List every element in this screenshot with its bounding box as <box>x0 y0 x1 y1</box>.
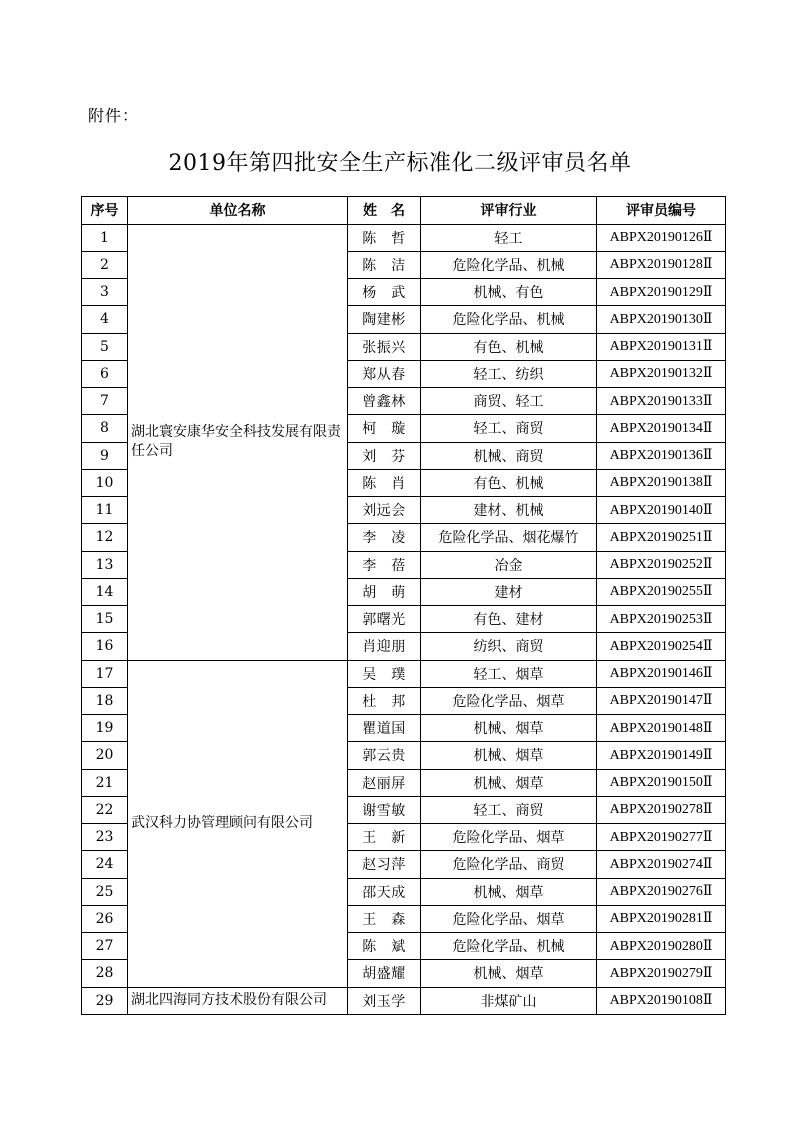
cell-name: 王 新 <box>348 824 421 851</box>
table-row <box>82 224 726 251</box>
cell-index: 16 <box>82 633 128 660</box>
cell-name: 邵天成 <box>348 878 421 905</box>
cell-index: 7 <box>82 388 128 415</box>
cell-code: ABPX20190255Ⅱ <box>597 578 726 605</box>
cell-index: 21 <box>82 769 128 796</box>
cell-code: ABPX20190254Ⅱ <box>597 633 726 660</box>
cell-industry: 冶金 <box>421 551 597 578</box>
cell-name: 郑从春 <box>348 360 421 387</box>
cell-name: 杜 邦 <box>348 687 421 714</box>
cell-name: 赵习萍 <box>348 851 421 878</box>
cell-index: 5 <box>82 333 128 360</box>
cell-index: 24 <box>82 851 128 878</box>
cell-index: 27 <box>82 933 128 960</box>
cell-industry: 危险化学品、机械 <box>421 933 597 960</box>
cell-industry: 有色、机械 <box>421 333 597 360</box>
cell-industry: 轻工、商贸 <box>421 796 597 823</box>
cell-code: ABPX20190130Ⅱ <box>597 306 726 333</box>
cell-name: 陶建彬 <box>348 306 421 333</box>
cell-index: 19 <box>82 715 128 742</box>
cell-industry: 纺织、商贸 <box>421 633 597 660</box>
cell-industry: 机械、烟草 <box>421 715 597 742</box>
cell-name: 胡 萌 <box>348 578 421 605</box>
cell-code: ABPX20190132Ⅱ <box>597 360 726 387</box>
cell-code: ABPX20190281Ⅱ <box>597 905 726 932</box>
cell-name: 瞿道国 <box>348 715 421 742</box>
cell-name: 张振兴 <box>348 333 421 360</box>
table-body <box>82 224 726 1014</box>
page-title: 2019年第四批安全生产标准化二级评审员名单 <box>168 151 632 176</box>
cell-name: 杨 武 <box>348 279 421 306</box>
cell-code: ABPX20190278Ⅱ <box>597 796 726 823</box>
cell-code: ABPX20190126Ⅱ <box>597 224 726 251</box>
cell-code: ABPX20190138Ⅱ <box>597 469 726 496</box>
cell-industry: 商贸、轻工 <box>421 388 597 415</box>
cell-industry: 建材、机械 <box>421 497 597 524</box>
cell-unit: 湖北寰安康华安全科技发展有限责任公司 <box>128 224 348 660</box>
cell-code: ABPX20190147Ⅱ <box>597 687 726 714</box>
cell-name: 李 凌 <box>348 524 421 551</box>
cell-code: ABPX20190146Ⅱ <box>597 660 726 687</box>
cell-industry: 轻工、烟草 <box>421 660 597 687</box>
cell-industry: 轻工、纺织 <box>421 360 597 387</box>
cell-industry: 机械、烟草 <box>421 960 597 987</box>
cell-industry: 危险化学品、机械 <box>421 306 597 333</box>
cell-industry: 机械、有色 <box>421 279 597 306</box>
cell-industry: 有色、建材 <box>421 606 597 633</box>
attachment-label: 附件： <box>88 106 140 125</box>
cell-index: 26 <box>82 905 128 932</box>
cell-industry: 有色、机械 <box>421 469 597 496</box>
table-header-row <box>82 197 726 225</box>
cell-index: 14 <box>82 578 128 605</box>
cell-index: 13 <box>82 551 128 578</box>
cell-industry: 机械、烟草 <box>421 878 597 905</box>
cell-index: 12 <box>82 524 128 551</box>
cell-code: ABPX20190149Ⅱ <box>597 742 726 769</box>
cell-name: 刘 芬 <box>348 442 421 469</box>
cell-code: ABPX20190134Ⅱ <box>597 415 726 442</box>
cell-name: 曾鑫林 <box>348 388 421 415</box>
cell-index: 22 <box>82 796 128 823</box>
cell-code: ABPX20190108Ⅱ <box>597 987 726 1014</box>
cell-industry: 危险化学品、烟草 <box>421 687 597 714</box>
cell-index: 2 <box>82 251 128 278</box>
cell-code: ABPX20190133Ⅱ <box>597 388 726 415</box>
cell-industry: 危险化学品、机械 <box>421 251 597 278</box>
cell-industry: 危险化学品、烟草 <box>421 905 597 932</box>
cell-industry: 危险化学品、烟花爆竹 <box>421 524 597 551</box>
cell-code: ABPX20190252Ⅱ <box>597 551 726 578</box>
cell-unit: 湖北四海同方技术股份有限公司 <box>128 987 348 1014</box>
header-unit: 单位名称 <box>128 197 348 225</box>
cell-index: 29 <box>82 987 128 1014</box>
cell-name: 肖迎朋 <box>348 633 421 660</box>
cell-name: 胡盛耀 <box>348 960 421 987</box>
cell-industry: 危险化学品、商贸 <box>421 851 597 878</box>
cell-industry: 非煤矿山 <box>421 987 597 1014</box>
cell-name: 谢雪敏 <box>348 796 421 823</box>
cell-code: ABPX20190136Ⅱ <box>597 442 726 469</box>
cell-index: 15 <box>82 606 128 633</box>
cell-index: 8 <box>82 415 128 442</box>
cell-index: 3 <box>82 279 128 306</box>
reviewer-table <box>81 196 726 1015</box>
cell-index: 4 <box>82 306 128 333</box>
cell-industry: 危险化学品、烟草 <box>421 824 597 851</box>
header-name: 姓 名 <box>348 197 421 225</box>
cell-name: 柯 璇 <box>348 415 421 442</box>
cell-code: ABPX20190280Ⅱ <box>597 933 726 960</box>
cell-industry: 机械、商贸 <box>421 442 597 469</box>
cell-code: ABPX20190277Ⅱ <box>597 824 726 851</box>
cell-name: 陈 斌 <box>348 933 421 960</box>
header-code: 评审员编号 <box>597 197 726 225</box>
cell-index: 9 <box>82 442 128 469</box>
cell-industry: 建材 <box>421 578 597 605</box>
cell-code: ABPX20190129Ⅱ <box>597 279 726 306</box>
cell-name: 郭曙光 <box>348 606 421 633</box>
cell-code: ABPX20190150Ⅱ <box>597 769 726 796</box>
cell-code: ABPX20190279Ⅱ <box>597 960 726 987</box>
cell-index: 25 <box>82 878 128 905</box>
cell-code: ABPX20190140Ⅱ <box>597 497 726 524</box>
cell-name: 吴 璞 <box>348 660 421 687</box>
cell-name: 王 森 <box>348 905 421 932</box>
cell-industry: 机械、烟草 <box>421 742 597 769</box>
cell-name: 陈 肖 <box>348 469 421 496</box>
table-row <box>82 660 726 687</box>
cell-unit: 武汉科力协管理顾问有限公司 <box>128 660 348 987</box>
cell-code: ABPX20190131Ⅱ <box>597 333 726 360</box>
cell-index: 20 <box>82 742 128 769</box>
cell-code: ABPX20190128Ⅱ <box>597 251 726 278</box>
cell-index: 11 <box>82 497 128 524</box>
cell-name: 赵丽屏 <box>348 769 421 796</box>
cell-index: 23 <box>82 824 128 851</box>
header-index: 序号 <box>82 197 128 225</box>
cell-code: ABPX20190251Ⅱ <box>597 524 726 551</box>
cell-index: 6 <box>82 360 128 387</box>
cell-name: 陈 哲 <box>348 224 421 251</box>
cell-code: ABPX20190274Ⅱ <box>597 851 726 878</box>
header-industry: 评审行业 <box>421 197 597 225</box>
cell-name: 陈 洁 <box>348 251 421 278</box>
cell-name: 刘远会 <box>348 497 421 524</box>
cell-index: 10 <box>82 469 128 496</box>
cell-index: 28 <box>82 960 128 987</box>
cell-code: ABPX20190148Ⅱ <box>597 715 726 742</box>
cell-name: 刘玉学 <box>348 987 421 1014</box>
cell-name: 郭云贵 <box>348 742 421 769</box>
cell-code: ABPX20190276Ⅱ <box>597 878 726 905</box>
cell-index: 17 <box>82 660 128 687</box>
cell-code: ABPX20190253Ⅱ <box>597 606 726 633</box>
cell-industry: 机械、烟草 <box>421 769 597 796</box>
cell-name: 李 蓓 <box>348 551 421 578</box>
table-row <box>82 987 726 1014</box>
cell-industry: 轻工、商贸 <box>421 415 597 442</box>
cell-industry: 轻工 <box>421 224 597 251</box>
cell-index: 18 <box>82 687 128 714</box>
cell-index: 1 <box>82 224 128 251</box>
